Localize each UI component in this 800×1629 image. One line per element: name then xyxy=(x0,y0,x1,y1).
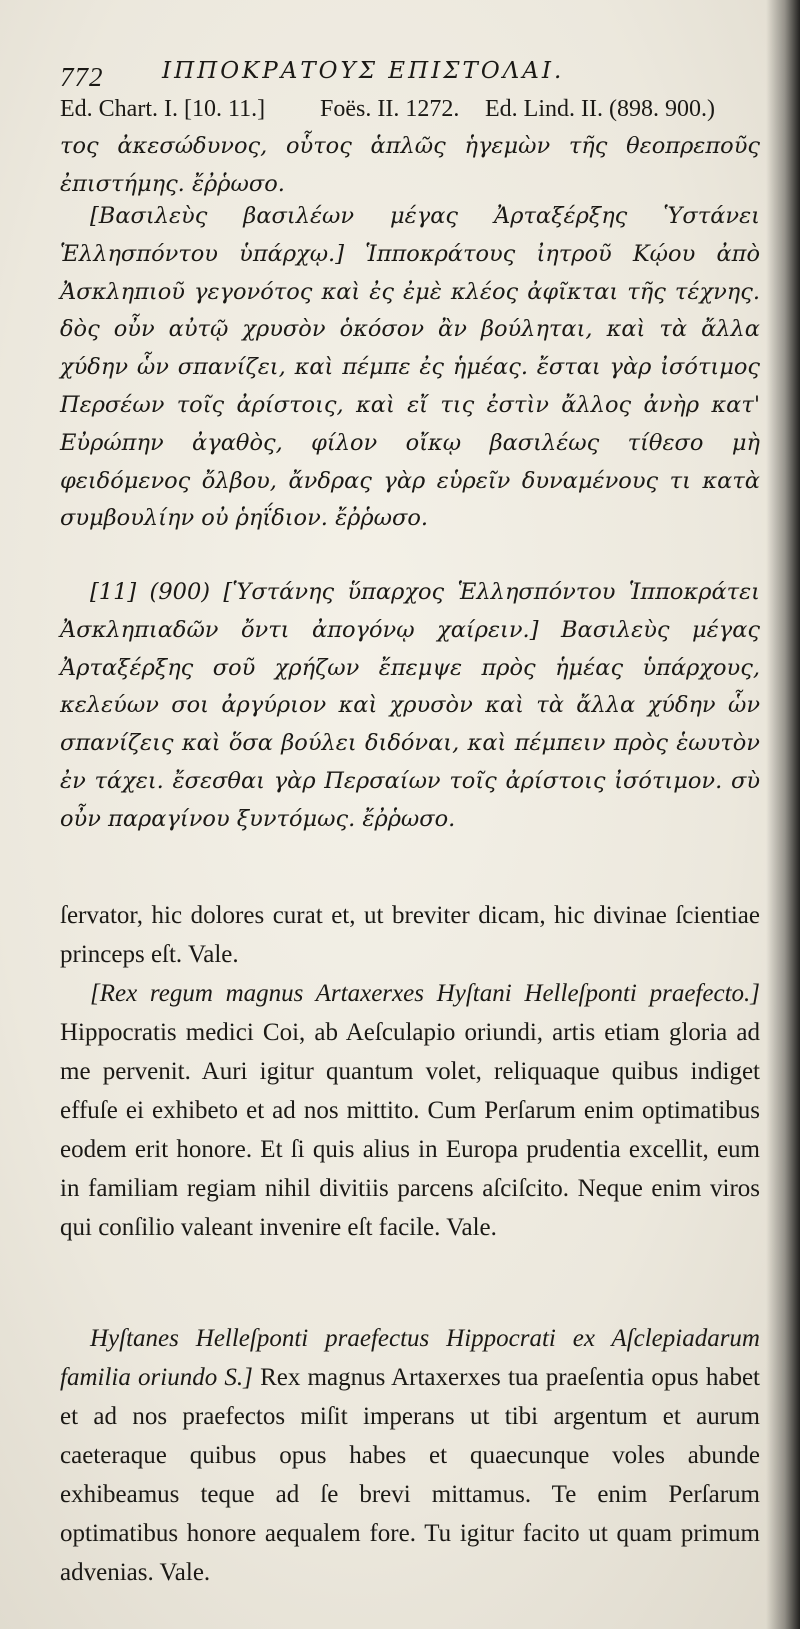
latin-paragraph-2 xyxy=(60,974,760,1247)
greek-paragraph-3-text: Βασιλεὺς μέγας Ἀρταξέρξης σοῦ χρήζων ἔπεμψε πρὸς ἡμέας ὑπάρχους, κελεύων σοι ἀργύριον καὶ χρυσὸν καὶ τὰ ἄλλα χύδην ὧν σπανίζεις καὶ ὅσα βούλει διδόναι, καὶ πέμπειν πρὸς ἑωυτὸν ἐν τάχει. ἔσεσθαι γὰρ Περσαίων τοῖς ἀρίστοις ἰσότιμον. σὺ οὖν παραγίνου ξυντόμως. ἔῤῥωσο. xyxy=(60,616,760,832)
edition-lind-reference: Ed. Lind. II. (898. 900.) xyxy=(485,96,715,122)
spine-shadow xyxy=(766,0,800,1629)
latin-paragraph-1 xyxy=(60,896,760,974)
latin-paragraph-2-text: Hippocratis medici Coi, ab Aeſculapio oriundi, artis etiam gloria ad me pervenit. Auri igitur quantum volet, reliquaque quibus indiget effuſe ei exhibeto et ad nos mittito. Cum Perſarum enim optimatibus eodem erit honore. Et ſi quis alius in Europa prudentia excellit, eum in familiam regiam nihil divitiis parcens aſciſcito. Neque enim viros qui conſilio valeant invenire eſt facile. Vale. xyxy=(60,1019,760,1241)
latin-paragraph-3 xyxy=(60,1319,760,1592)
page-number: 772 xyxy=(60,62,104,92)
page-header xyxy=(60,52,760,92)
latin-paragraph-1-text: ſervator, hic dolores curat et, ut breviter dicam, hic divinae ſcientiae princeps eſt. Vale. xyxy=(60,902,760,968)
latin-paragraph-2-heading: [Rex regum magnus Artaxerxes Hyſtani Helleſponti praefecto.] xyxy=(90,980,760,1007)
greek-paragraph-3-heading: [Ὑστάνης ὕπαρχος Ἑλλησπόντου Ἱπποκράτει Ἀσκληπιαδῶν ὄντι ἀπογόνῳ χαίρειν.] xyxy=(60,579,760,643)
edition-foes-reference: Foës. II. 1272. xyxy=(320,96,460,122)
latin-paragraph-3-heading: Hyſtanes Helleſponti praefectus Hippocrati ex Aſclepiadarum familia oriundo S.] xyxy=(60,1325,760,1391)
greek-paragraph-3-marker: [11] (900) xyxy=(90,579,224,605)
greek-paragraph-2-text: Ἱπποκράτους ἰητροῦ Κῴου ἀπὸ Ἀσκληπιοῦ γεγονότος καὶ ἐς ἐμὲ κλέος ἀφῖκται τῆς τέχνης. δὸς οὖν αὐτῷ χρυσὸν ὁκόσον ἂν βούληται, καὶ τὰ ἄλλα χύδην ὧν σπανίζει, καὶ πέμπε ἐς ἡμέας. ἔσται γὰρ ἰσότιμος Περσέων τοῖς ἀρίστοις, καὶ εἴ τις ἐστὶν ἄλλος ἀνὴρ κατ' Εὐρώπην ἀγαθὸς, φίλον οἴκῳ βασιλέως τίθεσο μὴ φειδόμενος ὄλβου, ἄνδρας γὰρ εὑρεῖν δυναμένους τι κατὰ συμβουλίην οὐ ῥηΐδιον. ἔῤῥωσο. xyxy=(60,240,760,532)
greek-paragraph-1-text: τος ἀκεσώδυνος, οὗτος ἁπλῶς ἡγεμὼν τῆς θεοπρεποῦς ἐπιστήμης. ἔῤῥωσο. xyxy=(60,133,760,197)
latin-paragraph-3-text: Rex magnus Artaxerxes tua praeſentia opus habet et ad nos praefectos miſit imperans ut tibi argentum et aurum caeteraque quibus opus habes et quaecunque voles abunde exhibeamus teque ad ſe brevi mittamus. Te enim Perſarum optimatibus honore aequalem fore. Tu igitur facito ut quam primum advenias. Vale. xyxy=(60,1364,760,1586)
running-head: ΙΠΠΟΚΡΑΤΟΥΣ ΕΠΙΣΤΟΛΑΙ. xyxy=(162,58,565,84)
edition-chart-reference: Ed. Chart. I. [10. 11.] xyxy=(60,96,266,122)
greek-paragraph-3 xyxy=(60,574,760,839)
greek-paragraph-2 xyxy=(60,198,760,538)
greek-paragraph-2-heading: [Βασιλεὺς βασιλέων μέγας Ἀρταξέρξης Ὑστάνει Ἑλλησπόντου ὑπάρχῳ.] xyxy=(60,203,760,267)
greek-paragraph-1 xyxy=(60,128,760,204)
